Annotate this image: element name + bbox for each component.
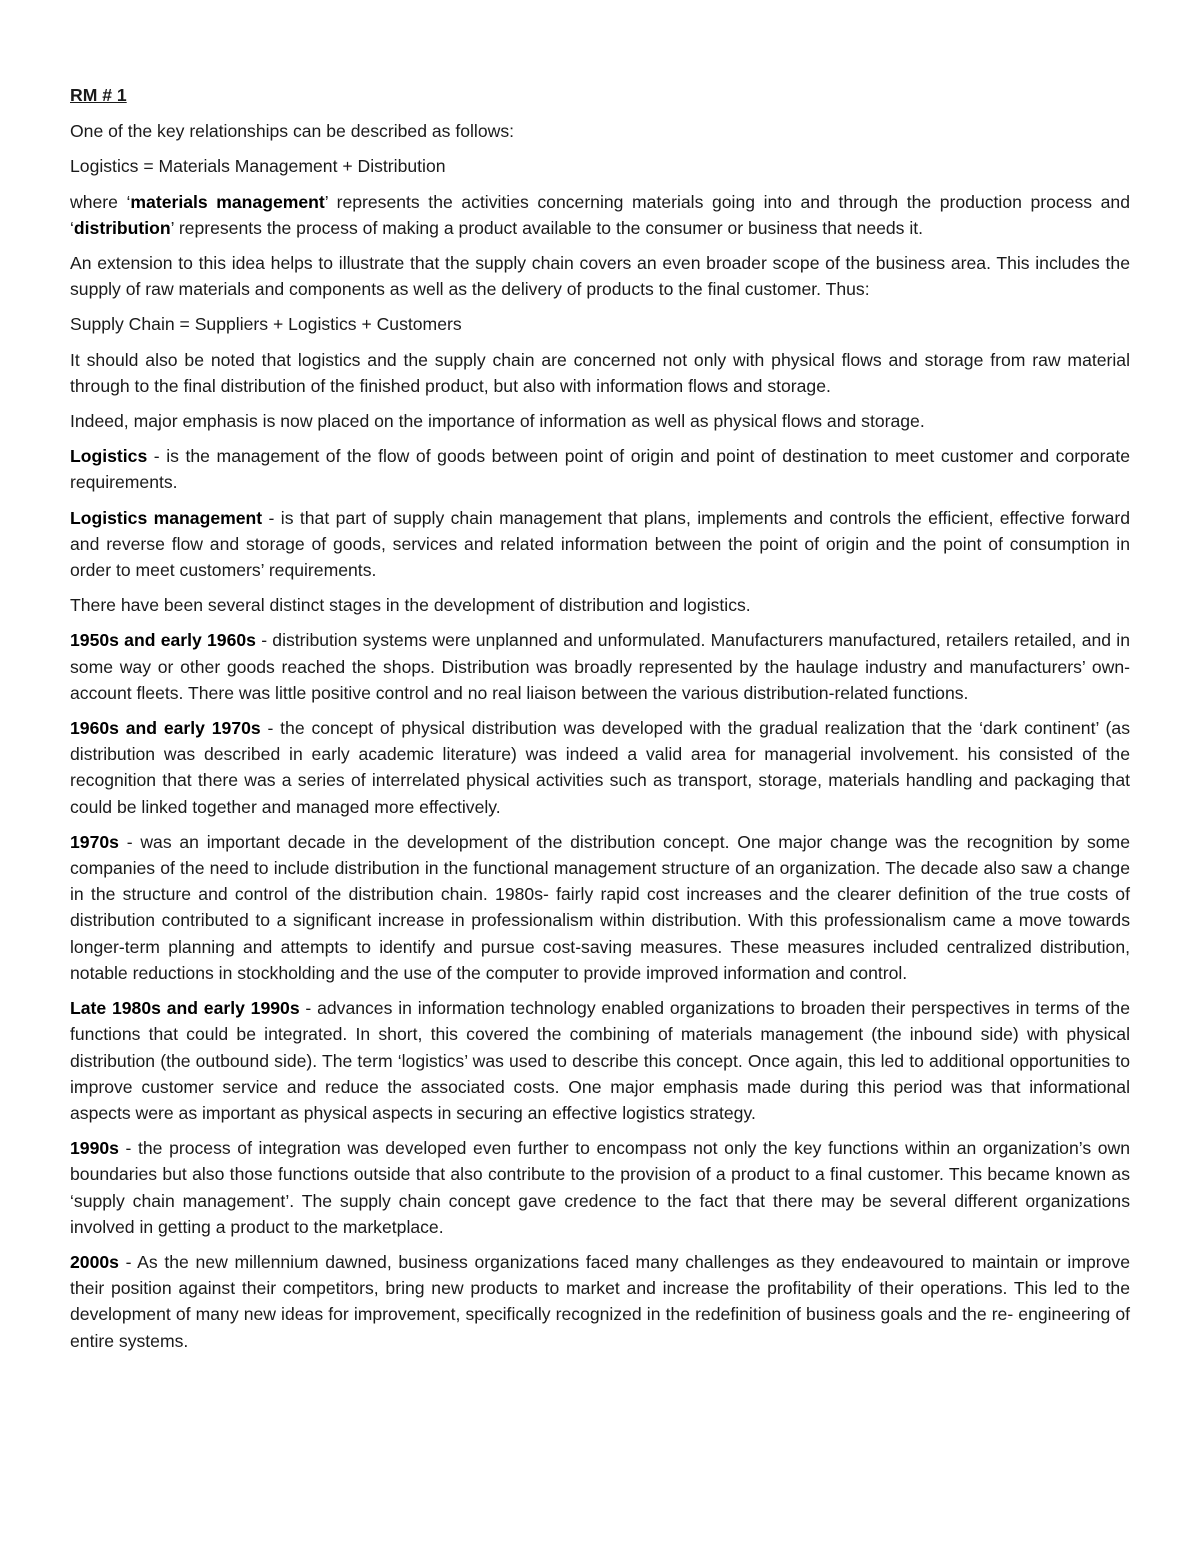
bold-term: distribution bbox=[73, 217, 171, 238]
paragraph-text: ’ represents the process of making a product available to the consumer or business that needs it. bbox=[170, 217, 924, 238]
extension-paragraph: An extension to this idea helps to illustrate that the supply chain covers an even broader scope of the business area. This includes the supply of raw materials and components as well as the delivery of products to the final customer. Thus: bbox=[70, 253, 1130, 300]
stage-term: 2000s bbox=[70, 1251, 119, 1272]
stage-text: - the concept of physical distribution was developed with the gradual realization that the ‘dark continent’ (as distribution was described in early academic literature) was indeed a valid area for managerial involvement. his consisted of the recognition that there was a series of interrelated physical activities such as transport, storage, materials handling and packaging that could be linked together and managed more effectively. bbox=[70, 718, 1130, 817]
intro-paragraph: One of the key relationships can be described as follows: bbox=[70, 121, 515, 142]
stage-1960s bbox=[70, 715, 1130, 820]
stage-term: Late 1980s and early 1990s bbox=[70, 998, 300, 1019]
stage-1950s bbox=[70, 627, 1130, 706]
document-heading: RM # 1 bbox=[70, 85, 127, 105]
supply-chain-equation: Supply Chain = Suppliers + Logistics + Customers bbox=[70, 314, 462, 335]
stage-text: - was an important decade in the development of the distribution concept. One major change was the recognition by some companies of the need to include distribution in the functional management structure of an organization. The decade also saw a change in the structure and control of the distribution chain. 1980s- fairly rapid cost increases and the clearer definition of the true costs of distribution contributed to a significant increase in professionalism within distribution. With this professionalism came a move towards longer-term planning and attempts to identify and pursue cost-saving measures. These measures included centralized distribution, notable reductions in stockholding and the use of the computer to provide improved information and control. bbox=[70, 831, 1130, 983]
logistics-definition bbox=[70, 443, 1130, 495]
paragraph-text: ’ represents the activities concerning materials going into and through the production process and ‘ bbox=[70, 191, 1130, 238]
stage-text: - As the new millennium dawned, business organizations faced many challenges as they endeavoured to maintain or improve their position against their competitors, bring new products to market and increase the profitability of their operations. This led to the development of many new ideas for improvement, specifically recognized in the redefinition of business goals and the re- engineering of entire systems. bbox=[70, 1251, 1130, 1351]
stage-term: 1960s and early 1970s bbox=[70, 718, 261, 739]
paragraph-text: where ‘ bbox=[70, 191, 131, 212]
flows-paragraph: It should also be noted that logistics and the supply chain are concerned not only with physical flows and storage from raw material through to the final distribution of the finished product, but also with information flows and storage. bbox=[70, 349, 1130, 396]
emphasis-paragraph: Indeed, major emphasis is now placed on the importance of information as well as physical flows and storage. bbox=[70, 411, 925, 432]
stage-text: - advances in information technology enabled organizations to broaden their perspectives in terms of the functions that could be integrated. In short, this covered the combining of materials management (the inbound side) with physical distribution (the outbound side). The term ‘logistics’ was used to describe this concept. Once again, this led to additional opportunities to improve customer service and reduce the associated costs. One major emphasis made during this period was that informational aspects were as important as physical aspects in securing an effective logistics strategy. bbox=[70, 998, 1130, 1123]
logistics-management-definition bbox=[70, 505, 1130, 584]
stage-text: - distribution systems were unplanned and unformulated. Manufacturers manufactured, retailers retailed, and in some way or other goods reached the shops. Distribution was broadly represented by the haulage industry and manufacturers’ own-account fleets. There was little positive control and no real liaison between the various distribution-related functions. bbox=[70, 630, 1130, 703]
stage-term: 1990s bbox=[70, 1138, 119, 1159]
stage-text: - the process of integration was developed even further to encompass not only the key functions within an organization’s own boundaries but also those functions outside that also contribute to the provision of a product to a final customer. This became known as ‘supply chain management’. The supply chain concept gave credence to the fact that there may be several different organizations involved in getting a product to the marketplace. bbox=[70, 1138, 1130, 1237]
bold-term: materials management bbox=[130, 191, 325, 212]
bold-term: Logistics bbox=[70, 446, 148, 467]
stages-intro-paragraph: There have been several distinct stages in the development of distribution and logistics. bbox=[70, 595, 751, 616]
logistics-equation: Logistics = Materials Management + Distribution bbox=[70, 156, 446, 177]
stage-late-1980s bbox=[70, 995, 1130, 1126]
stage-1970s bbox=[70, 829, 1130, 986]
bold-term: Logistics management bbox=[70, 507, 263, 528]
stage-2000s bbox=[70, 1249, 1130, 1354]
definition-text: - is that part of supply chain management that plans, implements and controls the efficient, effective forward and reverse flow and storage of goods, services and related information between the point of origin and the point of consumption in order to meet customers’ requirements. bbox=[70, 507, 1130, 581]
definition-text: - is the management of the flow of goods between point of origin and point of destination to meet customer and corporate requirements. bbox=[70, 446, 1130, 493]
stage-1990s bbox=[70, 1135, 1130, 1240]
stage-term: 1970s bbox=[70, 831, 119, 852]
materials-distribution-paragraph bbox=[70, 189, 1130, 241]
document-page bbox=[70, 82, 1130, 1363]
stage-term: 1950s and early 1960s bbox=[70, 630, 256, 651]
